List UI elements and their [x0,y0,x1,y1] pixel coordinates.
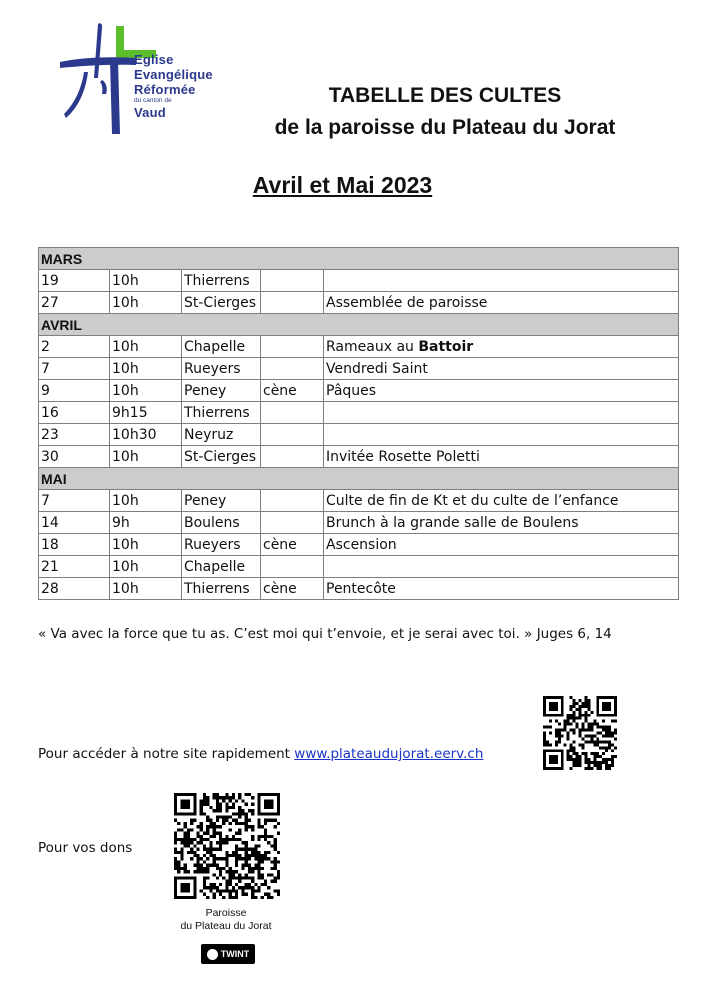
cell-date-text: 18 [41,536,59,553]
cell-date [39,292,110,314]
cell-note [324,446,679,468]
dons-text: Pour vos dons [38,840,133,856]
cell-date-text: 30 [41,448,59,465]
site-link[interactable]: www.plateaudujorat.eerv.ch [294,746,484,762]
cell-time [110,336,182,358]
cell-date-text: 14 [41,514,59,531]
cell-cene [261,556,324,578]
month-header-row [39,314,679,336]
month-header-row [39,248,679,270]
cell-place-text: Thierrens [184,272,250,289]
cell-date [39,490,110,512]
month-header-row [39,468,679,490]
page-title-2: de la paroisse du Plateau du Jorat [274,116,616,139]
table-row [39,336,679,358]
cell-note-text: Ascension [326,536,397,553]
cell-place [182,446,261,468]
cell-place-text: St-Cierges [184,448,257,465]
table-row [39,556,679,578]
cell-cene-text: cène [263,580,297,597]
cell-date-text: 21 [41,558,59,575]
site-line [38,746,483,762]
cell-time-text: 10h [112,272,139,289]
site-text: Pour accéder à notre site rapidement [38,746,295,762]
twint-caption-line-1: Paroisse [205,907,247,919]
page-title: TABELLE DES CULTES [328,84,562,107]
table-row [39,446,679,468]
cell-cene [261,358,324,380]
cell-time-text: 10h [112,558,139,575]
cell-time-text: 10h [112,338,139,355]
table-row [39,424,679,446]
site-qr-code [543,696,617,770]
cell-note-text: Brunch à la grande salle de Boulens [326,514,579,531]
logo-line-4: du canton de [134,97,172,104]
cell-time [110,556,182,578]
cell-place [182,380,261,402]
cell-time-text: 9h15 [112,404,148,421]
table-row [39,534,679,556]
twint-label: TWINT [220,949,250,959]
period-heading: Avril et Mai 2023 [252,172,433,198]
cell-place-text: Neyruz [184,426,234,443]
cell-time-text: 10h [112,382,139,399]
cell-date-text: 16 [41,404,59,421]
cell-cene [261,512,324,534]
cell-cene-text: cène [263,382,297,399]
logo-line-2: Evangélique [134,67,213,82]
table-row [39,578,679,600]
cell-cene [261,402,324,424]
cell-note [324,534,679,556]
cell-time-text: 10h [112,360,139,377]
cell-time [110,380,182,402]
cell-note [324,402,679,424]
cell-note [324,358,679,380]
cell-note [324,556,679,578]
cell-note [324,578,679,600]
cell-time-text: 9h [112,514,130,531]
cell-note-text: Invitée Rosette Poletti [326,448,480,465]
table-row [39,490,679,512]
cell-date-text: 7 [41,492,50,509]
twint-caption [160,907,292,933]
logo-line-3: Réformée [134,82,196,97]
cell-date-text: 19 [41,272,59,289]
cell-place-text: Peney [184,382,227,399]
cell-date [39,512,110,534]
cell-time-text: 10h [112,448,139,465]
cell-note-text: Vendredi Saint [326,360,428,377]
month-label: MAI [39,468,679,490]
logo-line-1: Eglise [134,52,174,67]
cell-time [110,424,182,446]
cell-cene [261,292,324,314]
cell-note-text: Pâques [326,382,377,399]
cell-cene [261,380,324,402]
cell-place-text: Rueyers [184,536,241,553]
cell-cene [261,270,324,292]
table-row [39,358,679,380]
cell-date [39,380,110,402]
cell-date-text: 27 [41,294,59,311]
cell-time-text: 10h30 [112,426,157,443]
cell-note [324,292,679,314]
cell-note-text: Pentecôte [326,580,396,597]
qr-code-icon [174,793,280,899]
schedule-table [38,247,679,600]
cell-time [110,358,182,380]
cell-note [324,424,679,446]
cell-time [110,578,182,600]
cell-date-text: 23 [41,426,59,443]
cell-time [110,292,182,314]
cell-place [182,556,261,578]
cell-cene [261,424,324,446]
cell-date-text: 7 [41,360,50,377]
cell-note-bold: Battoir [418,338,474,355]
cell-time [110,446,182,468]
cell-time [110,402,182,424]
cell-time-text: 10h [112,492,139,509]
cell-cene [261,446,324,468]
cell-time [110,534,182,556]
cell-cene-text: cène [263,536,297,553]
cell-note [324,270,679,292]
twint-qr-code [174,793,280,899]
cell-place-text: Chapelle [184,558,246,575]
month-label: AVRIL [39,314,679,336]
cell-time [110,270,182,292]
bible-quote: « Va avec la force que tu as. C’est moi qui t’envoie, et je serai avec toi. » Juges 6, 14 [38,626,612,642]
cell-note-text: Assemblée de paroisse [326,294,488,311]
schedule-body [39,248,679,600]
cell-note-text: Rameaux au [326,338,419,355]
cell-cene [261,336,324,358]
cell-date [39,578,110,600]
cell-place-text: Thierrens [184,580,250,597]
table-row [39,512,679,534]
cell-date-text: 28 [41,580,59,597]
cell-place [182,270,261,292]
table-row [39,292,679,314]
cell-time-text: 10h [112,536,139,553]
cell-date [39,556,110,578]
cell-place [182,336,261,358]
month-label: MARS [39,248,679,270]
cell-cene [261,534,324,556]
cell-date [39,424,110,446]
cell-place [182,490,261,512]
cell-date [39,402,110,424]
table-row [39,270,679,292]
cell-note [324,336,679,358]
cell-time [110,490,182,512]
cell-place [182,424,261,446]
twint-caption-line-2: du Plateau du Jorat [180,920,272,932]
cell-time-text: 10h [112,294,139,311]
cell-date [39,270,110,292]
cell-place-text: Chapelle [184,338,246,355]
cell-note [324,490,679,512]
cell-place-text: Thierrens [184,404,250,421]
cell-place [182,512,261,534]
cell-date [39,446,110,468]
table-row [39,402,679,424]
period-heading-wrap [0,172,725,199]
cell-date-text: 9 [41,382,50,399]
table-row [39,380,679,402]
cell-place [182,534,261,556]
cell-place-text: Boulens [184,514,240,531]
cell-date [39,534,110,556]
cell-place [182,402,261,424]
cell-date [39,336,110,358]
cell-place-text: Peney [184,492,227,509]
cell-date [39,358,110,380]
twint-badge [201,944,255,964]
cell-place-text: Rueyers [184,360,241,377]
cell-cene [261,490,324,512]
cell-place [182,358,261,380]
cell-note-text: Culte de fin de Kt et du culte de l’enfance [326,492,619,509]
cell-place [182,578,261,600]
logo-line-5: Vaud [134,105,166,120]
cell-time-text: 10h [112,580,139,597]
qr-code-icon [543,696,617,770]
cell-date-text: 2 [41,338,50,355]
cell-place-text: St-Cierges [184,294,257,311]
cell-note [324,380,679,402]
cell-place [182,292,261,314]
cell-note [324,512,679,534]
twint-icon [207,949,218,960]
cell-time [110,512,182,534]
cell-cene [261,578,324,600]
